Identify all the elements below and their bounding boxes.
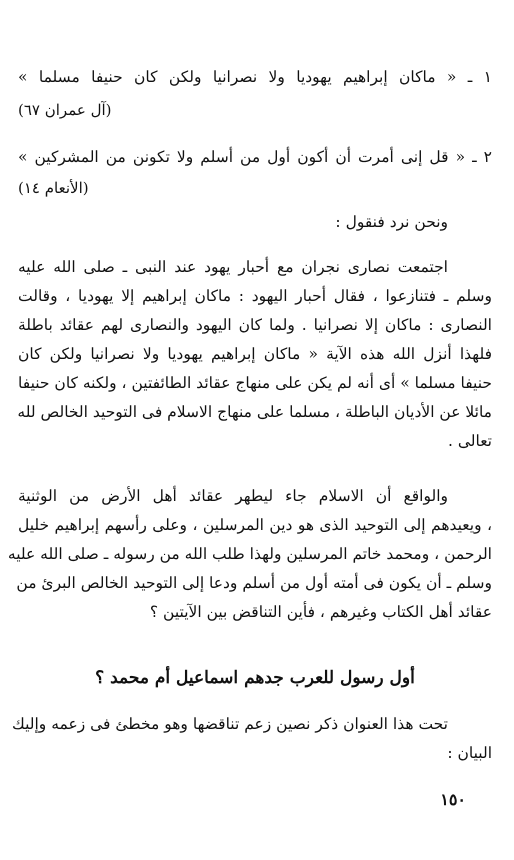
paragraph-line: فلهذا أنزل الله هذه الآية « ماكان إبراهيم يهوديا ولا نصرانيا ولكن كان bbox=[18, 345, 492, 363]
paragraph-line: اجتمعت نصارى نجران مع أحبار يهود عند النبى ـ صلى الله عليه bbox=[18, 258, 448, 276]
paragraph-line: البيان : bbox=[447, 744, 492, 762]
paragraph-line: تعالى . bbox=[447, 432, 492, 450]
verse-1-reference: (آل عمران ٦٧) bbox=[18, 101, 112, 119]
paragraph-line: ، ويعيدهم إلى التوحيد الذى هو دين المرسلين ، وعلى رأسهم إبراهيم خليل bbox=[18, 516, 492, 534]
paragraph-line: مائلا عن الأديان الباطلة ، مسلما على منهاج الاسلام فى التوحيد الخالص لله bbox=[17, 403, 492, 421]
paragraph-3 bbox=[12, 710, 492, 768]
page-number: ١٥٠ bbox=[440, 790, 466, 809]
intro-line: ونحن نرد فنقول : bbox=[335, 213, 448, 231]
paragraph-line: النصارى : ماكان إلا نصرانيا . ولما كان اليهود والنصارى لهم عقائد باطلة bbox=[18, 316, 492, 334]
paragraph-1 bbox=[18, 253, 492, 456]
paragraph-line: وسلم ـ أن يكون فى أمته أول من أسلم ودعا إلى التوحيد الخالص البرئ من bbox=[16, 574, 492, 592]
section-heading: أول رسول للعرب جدهم اسماعيل أم محمد ؟ bbox=[95, 668, 415, 688]
paragraph-line: حنيفا مسلما » أى أنه لم يكن على منهاج عقائد الطائفتين ، ولكنه كان حنيفا bbox=[18, 374, 492, 392]
paragraph-line: تحت هذا العنوان ذكر نصين زعم تناقضها وهو مخطئ فى زعمه وإليك bbox=[12, 715, 448, 733]
paragraph-line: وسلم ـ فتنازعوا ، فقال أحبار اليهود : ماكان إبراهيم إلا يهوديا ، وقالت bbox=[18, 287, 492, 305]
verse-1-text: ١ ـ « ماكان إبراهيم يهوديا ولا نصرانيا ولكن كان حنيفا مسلما » bbox=[18, 68, 492, 86]
paragraph-line: عقائد أهل الكتاب وغيرهم ، فأين التناقض بين الآيتين ؟ bbox=[149, 603, 492, 621]
verse-2-text: ٢ ـ « قل إنى أمرت أن أكون أول من أسلم ولا تكونن من المشركين » bbox=[18, 148, 492, 166]
paragraph-line: والواقع أن الاسلام جاء ليطهر عقائد أهل الأرض من الوثنية bbox=[18, 487, 448, 505]
verse-2-reference: (الأنعام ١٤) bbox=[18, 179, 89, 197]
paragraph-2 bbox=[7, 482, 492, 627]
paragraph-line: الرحمن ، ومحمد خاتم المرسلين ولهذا طلب الله من رسوله ـ صلى الله عليه bbox=[7, 545, 492, 563]
